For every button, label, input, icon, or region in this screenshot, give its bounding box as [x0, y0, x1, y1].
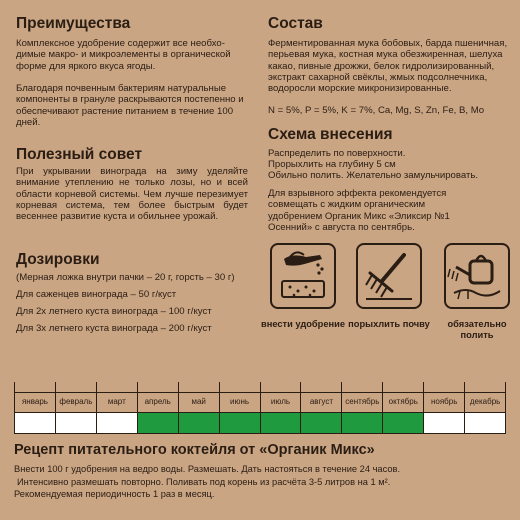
recipe-line: Внести 100 г удобрения на ведро воды. Размешать. Дать настояться в течение 24 часов. — [14, 464, 401, 474]
application-calendar — [14, 382, 506, 434]
composition-text: Ферментированная мука бобовых, барда пшеничная, перьевая мука, костная мука обезжиренная, шелуха какао, пивные дрожжи, белок гидролизированный, экстракт сахарной свёклы, жмых подсолнечника, водоросли морские микронизированные. — [268, 38, 508, 95]
composition-nutrients: N = 5%, P = 5%, K = 7%, Ca, Mg, S, Zn, Fe, B, Mo — [268, 105, 485, 116]
scheme-step: Распределить по поверхности. — [268, 148, 406, 159]
recipe-line: Интенсивно размешать повторно. Поливать под корень из расчёта 3-5 литров на 1 м². — [17, 476, 391, 487]
calendar-bottom-line — [14, 433, 506, 434]
application-icons — [260, 243, 512, 353]
calendar-tick — [137, 382, 178, 392]
advice-title: Полезный совет — [16, 146, 143, 163]
recipe-title: Рецепт питательного коктейля от «Органик Микс» — [14, 442, 375, 458]
advantages-title: Преимущества — [16, 15, 131, 32]
scoop-fertilizer-icon — [270, 243, 336, 309]
calendar-tick — [96, 382, 137, 392]
calendar-tick — [14, 382, 55, 392]
dosage-line: Для саженцев винограда – 50 г/куст — [16, 289, 177, 300]
calendar-month-cell — [464, 413, 505, 433]
advantages-text-2: Благодаря почвенным бактериям натуральные компоненты в грануле раскрываются постепенно и обеспечивают растение питанием в течение 100 дней. — [16, 83, 244, 128]
dosage-line: (Мерная ложка внутри пачки – 20 г, горсть – 30 г) — [16, 272, 235, 283]
dosage-line: Для 2х летнего куста винограда – 100 г/куст — [16, 306, 212, 317]
calendar-months-row — [14, 392, 506, 413]
calendar-month-cell — [219, 413, 260, 433]
icon-label-water: обязательно полить — [447, 319, 507, 340]
calendar-tick — [300, 382, 341, 392]
dosage-line: Для 3х летнего куста винограда – 200 г/куст — [16, 323, 212, 334]
calendar-tick — [260, 382, 301, 392]
rake-icon — [356, 243, 422, 309]
advantages-text-1: Комплексное удобрение содержит все необхо-димые макро- и микроэлементы в органической форме для яркого вкуса ягоды. — [16, 38, 231, 72]
icon-label-apply: внести удобрение — [260, 319, 345, 329]
recipe-section — [14, 441, 510, 501]
calendar-month-cell — [260, 413, 301, 433]
calendar-month-cell — [137, 413, 178, 433]
calendar-tick — [382, 382, 423, 392]
calendar-month: февраль — [55, 393, 96, 412]
scheme-step: Прорыхлить на глубину 5 см — [268, 159, 396, 170]
calendar-month-cell — [15, 413, 55, 433]
calendar-month: август — [300, 393, 341, 412]
calendar-tick — [55, 382, 96, 392]
calendar-tick — [178, 382, 219, 392]
calendar-month: июль — [260, 393, 301, 412]
watering-can-icon — [444, 243, 510, 309]
scheme-step: Обильно полить. Желательно замульчировать. — [268, 170, 479, 181]
calendar-month: октябрь — [382, 393, 423, 412]
calendar-month: сентябрь — [341, 393, 382, 412]
scheme-title: Схема внесения — [268, 126, 393, 143]
calendar-month: апрель — [137, 393, 178, 412]
calendar-month: март — [96, 393, 137, 412]
calendar-month-cell — [423, 413, 464, 433]
calendar-month-cell — [382, 413, 423, 433]
calendar-top-ticks — [14, 382, 506, 392]
calendar-month: ноябрь — [423, 393, 464, 412]
composition-title: Состав — [268, 15, 323, 32]
calendar-month-cell — [96, 413, 137, 433]
calendar-tick — [219, 382, 260, 392]
calendar-month: май — [178, 393, 219, 412]
scheme-extra: Для взрывного эффекта рекомендуется совмещать с жидким органическим удобрением Органик Микс «Эликсир №1 Осенний» с августа по сентябрь. — [268, 188, 450, 233]
calendar-active-row — [14, 413, 506, 433]
calendar-month-cell — [341, 413, 382, 433]
dosage-title: Дозировки — [16, 251, 100, 268]
recipe-line: Рекомендуемая периодичность 1 раз в месяц. — [14, 489, 215, 500]
calendar-tick — [341, 382, 382, 392]
advice-text: При укрывании винограда на зиму уделяйте внимание утеплению не только лозы, но и всей области корневой системы. Чем лучше перезимует корневая система, тем более быстрым будет весеннее развитие куста и обильнее урожай. — [16, 166, 248, 223]
calendar-month: декабрь — [464, 393, 505, 412]
calendar-month: январь — [21, 397, 48, 406]
calendar-month-cell — [178, 413, 219, 433]
calendar-month-cell — [300, 413, 341, 433]
calendar-tick — [423, 382, 464, 392]
calendar-month: июнь — [219, 393, 260, 412]
calendar-tick — [464, 382, 506, 392]
calendar-month-cell — [55, 413, 96, 433]
icon-label-loosen: порыхлить почву — [348, 319, 430, 329]
